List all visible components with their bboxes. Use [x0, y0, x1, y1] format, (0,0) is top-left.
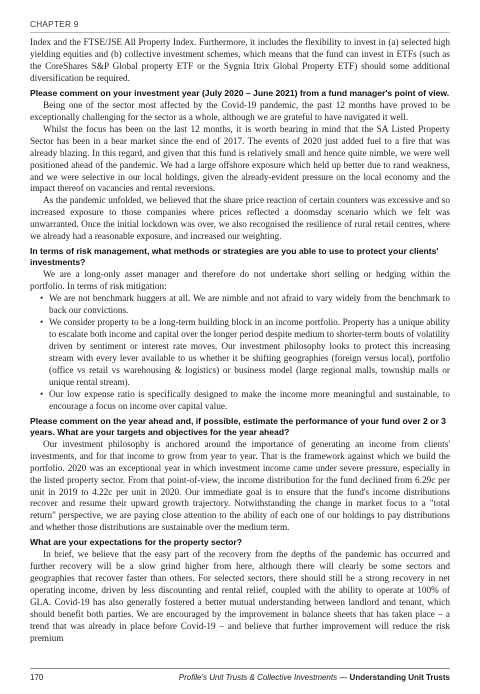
- publication-name: Profile's Unit Trusts & Collective Investments —: [178, 673, 350, 682]
- list-item-text: We are not benchmark huggers at all. We are nimble and not afraid to vary widely from the benchmark to back our convictions.: [49, 294, 450, 317]
- list-item-text: Our low expense ratio is specifically designed to make the income more meaningful and sustainable, to encourage a focus on income over capital value.: [49, 389, 450, 412]
- chapter-header: CHAPTER 9: [30, 20, 450, 33]
- paragraph-intro: Index and the FTSE/JSE All Property Index. Furthermore, it includes the flexibility to invest in (a) selected high yielding equities and (b) collective investment schemes, which means that the fund can invest in ETFs (such as the CoreShares S&P Global property ETF or the Sygnia Itrix Global Property ETF) should some additional diversification be required.: [30, 38, 450, 84]
- paragraph: As the pandemic unfolded, we believed that the share price reaction of certain counters was excessive and so increased exposure to those companies where prices reflected a doomsday scenario which we felt was unwarranted. Once the initial lockdown was over, we also recognised the resilience of rural retail centres, where we already had a reasonable exposure, and increased our weighting.: [30, 196, 450, 243]
- paragraph: Whilst the focus has been on the last 12 months, it is worth bearing in mind that the SA Listed Property Sector has been in a bear market since the end of 2017. The events of 2020 just added fuel to a fire that was already blazing. In this regard, and given that this fund is relatively small and hence quite nimble, we were well positioned ahead of the pandemic. We had a large offshore exposure which held up better due to rand weakness, and we were selective in our local holdings, given the already-evident pressure on the local economy and the impact thereof on vacancies and rental reversions.: [30, 124, 450, 195]
- page-number: 170: [30, 673, 44, 682]
- list-item-text: We consider property to be a long-term building block in an income portfolio. Property has a unique ability to escalate both income and capital over the longer period despite medium to shorter-term bouts of volatility driven by sentiment or interest rate moves. Our investment philosophy looks to protect this increasing stream with every lever available to us whether it be shifting geographies (foreign versus local), portfolio (office vs retail vs warehousing & logistics) or business model (large regional malls, township malls or unique rental stream).: [49, 318, 450, 388]
- paragraph: In brief, we believe that the easy part of the recovery from the depths of the pandemic has occurred and further recovery will be a slow grind higher from here, although there will clearly be some sectors and geographies that recover faster than others. For selected sectors, there should still be a strong recovery in net operating income, driven by less discounting and rental relief, coupled with the ability to operate at 100% of GLA. Covid-19 has also generally fostered a better mutual understanding between landlord and tenant, which should benefit both parties. We are encouraged by the improvement in balance sheets that has taken place – a trend that was already in place before Covid-19 – and believe that further improvement will reduce the risk premium: [30, 550, 450, 644]
- page-footer: [30, 668, 450, 683]
- question-heading-investment-year: Please comment on your investment year (July 2020 – June 2021) from a fund manager's point of view.: [30, 87, 450, 98]
- list-item: [40, 390, 450, 414]
- risk-mitigation-list: [30, 294, 450, 414]
- bullet-icon: •: [40, 318, 44, 329]
- list-item: [40, 294, 450, 318]
- paragraph: Being one of the sector most affected by the Covid-19 pandemic, the past 12 months have proved to be exceptionally challenging for the sector as a whole, although we are grateful to have navigated it well.: [30, 100, 450, 123]
- question-heading-year-ahead: Please comment on the year ahead and, if possible, estimate the performance of your fund over 2 or 3 years. What are your targets and objectives for the year ahead?: [30, 415, 446, 437]
- list-item: [40, 318, 450, 390]
- paragraph: We are a long-only asset manager and therefore do not undertake short selling or hedging within the portfolio. In terms of risk mitigation:: [30, 270, 450, 293]
- question-heading-property-sector: What are your expectations for the property sector?: [30, 537, 243, 548]
- question-heading-risk-management: In terms of risk management, what methods or strategies are you able to use to protect your clients' investments?: [30, 246, 439, 268]
- bullet-icon: •: [40, 389, 44, 400]
- paragraph: Our investment philosophy is anchored around the importance of generating an income from clients' investments, and for that income to grow from year to year. That is the framework against which we build the portfolio. 2020 was an exceptional year in which investment income came under severe pressure, especially in the listed property sector. From that point-of-view, the income distribution for the fund declined from 6.29c per unit in 2019 to 4.22c per unit in 2020. Our immediate goal is to ensure that the fund's income distributions recover and resume their upward growth trajectory. Notwithstanding the change in market focus to a "total return" perspective, we are paying close attention to the ability of each one of our holdings to pay distributions and whether those distributions are sustainable over the medium term.: [30, 439, 450, 534]
- article-body: [30, 38, 450, 646]
- bullet-icon: •: [40, 294, 44, 305]
- section-title: Understanding Unit Trusts: [349, 673, 450, 682]
- publication-title: [179, 673, 450, 682]
